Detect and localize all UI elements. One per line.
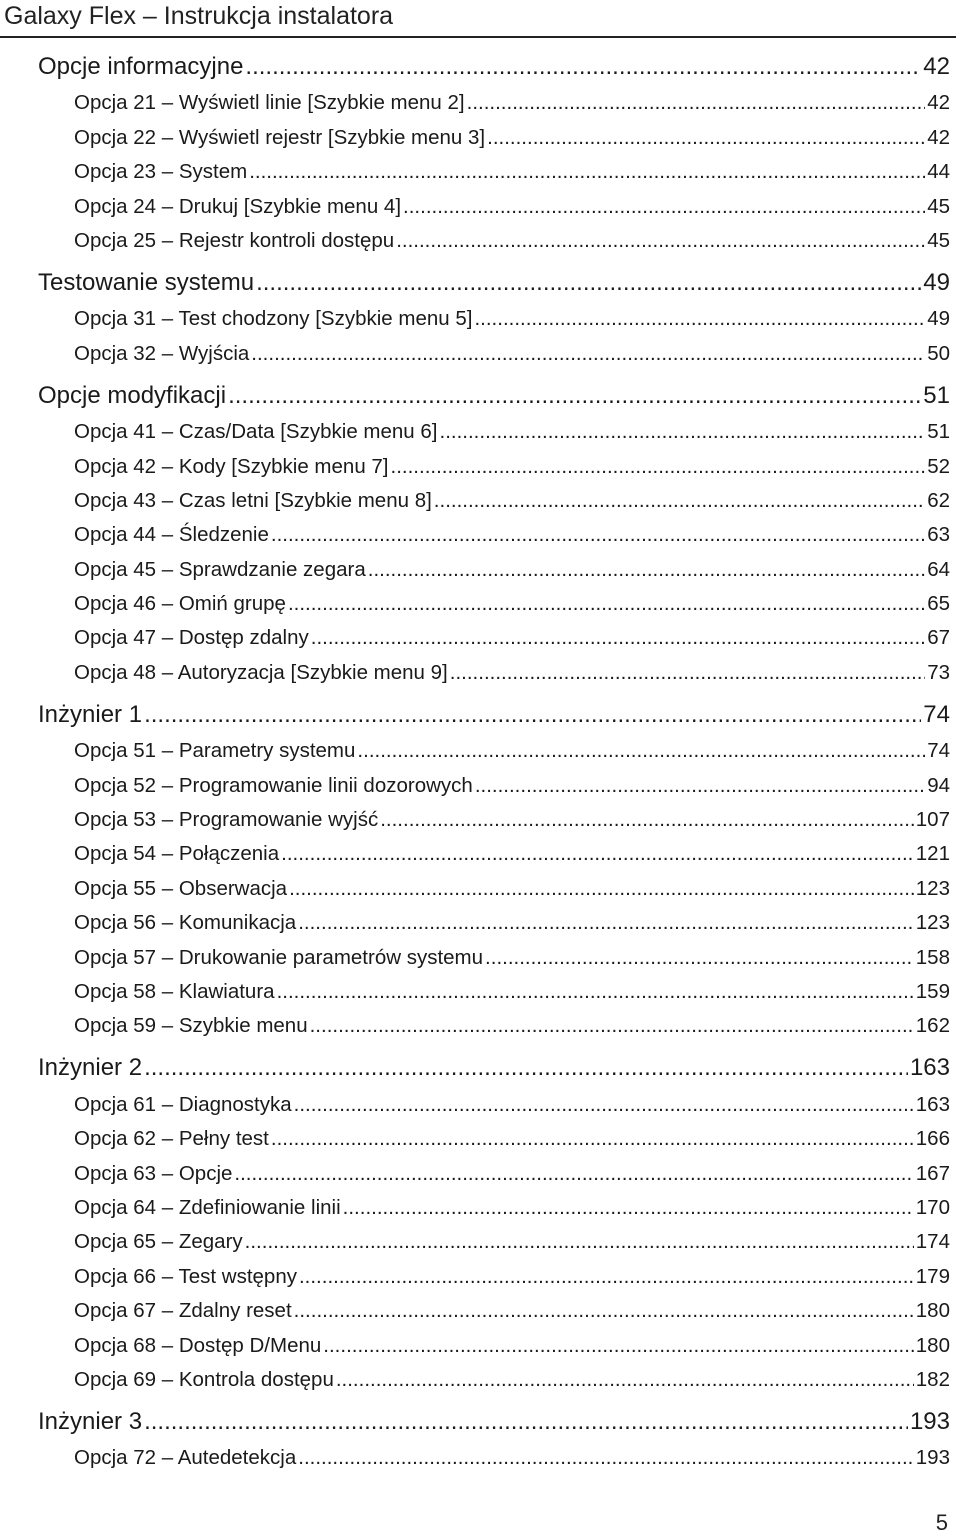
- table-of-contents: [0, 48, 960, 1473]
- dot-leader: [403, 195, 925, 219]
- toc-entry-page: 62: [927, 488, 950, 512]
- toc-entry-page: 50: [927, 341, 950, 365]
- toc-section[interactable]: [0, 48, 960, 84]
- toc-entry-page: 42: [927, 125, 950, 149]
- toc-entry[interactable]: [0, 1257, 960, 1291]
- toc-entry-title: Opcja 43 – Czas letni [Szybkie menu 8]: [74, 488, 432, 512]
- dot-leader: [336, 1368, 914, 1392]
- toc-entry[interactable]: [0, 801, 960, 835]
- dot-leader: [271, 523, 925, 547]
- toc-entry[interactable]: [0, 1223, 960, 1257]
- toc-entry-title: Opcja 52 – Programowanie linii dozorowych: [74, 773, 473, 797]
- toc-entry-title: Opcja 44 – Śledzenie: [74, 523, 269, 547]
- dot-leader: [391, 455, 926, 479]
- toc-entry-title: Opcja 72 – Autedetekcja: [74, 1446, 297, 1470]
- toc-entry[interactable]: [0, 1085, 960, 1119]
- toc-entry-title: Opcja 67 – Zdalny reset: [74, 1299, 292, 1323]
- toc-entry-page: 180: [915, 1299, 950, 1323]
- toc-entry[interactable]: [0, 516, 960, 550]
- toc-section[interactable]: [0, 264, 960, 300]
- toc-entry-title: Opcja 25 – Rejestr kontroli dostępu: [74, 228, 395, 252]
- toc-entry-page: 45: [927, 194, 950, 218]
- toc-entry-page: 174: [915, 1230, 950, 1254]
- dot-leader: [450, 661, 925, 685]
- toc-entry[interactable]: [0, 153, 960, 187]
- toc-entry-title: Opcja 65 – Zegary: [74, 1230, 243, 1254]
- dot-leader: [396, 229, 925, 253]
- dot-leader: [343, 1196, 914, 1220]
- toc-entry-page: 45: [927, 228, 950, 252]
- dot-leader: [144, 1054, 908, 1082]
- toc-entry-title: Opcja 56 – Komunikacja: [74, 911, 297, 935]
- toc-section-title: Testowanie systemu: [38, 268, 255, 296]
- toc-entry-title: Opcja 47 – Dostęp zdalny: [74, 626, 309, 650]
- toc-entry[interactable]: [0, 447, 960, 481]
- toc-entry[interactable]: [0, 1439, 960, 1473]
- toc-entry-page: 49: [927, 307, 950, 331]
- toc-section-page: 193: [909, 1407, 950, 1435]
- dot-leader: [467, 91, 926, 115]
- dot-leader: [434, 489, 925, 513]
- toc-entry-page: 162: [915, 1014, 950, 1038]
- toc-entry-title: Opcja 63 – Opcje: [74, 1161, 233, 1185]
- toc-section[interactable]: [0, 377, 960, 413]
- toc-entry-page: 52: [927, 454, 950, 478]
- toc-entry-page: 65: [927, 592, 950, 616]
- toc-section-page: 49: [923, 268, 950, 296]
- toc-entry-title: Opcja 53 – Programowanie wyjść: [74, 808, 379, 832]
- toc-entry-page: 63: [927, 523, 950, 547]
- dot-leader: [271, 1127, 914, 1151]
- toc-entry-page: 51: [927, 420, 950, 444]
- dot-leader: [256, 269, 921, 297]
- toc-entry-title: Opcja 48 – Autoryzacja [Szybkie menu 9]: [74, 660, 448, 684]
- toc-entry-page: 107: [915, 808, 950, 832]
- toc-entry[interactable]: [0, 653, 960, 687]
- page-number: 5: [935, 1510, 948, 1535]
- toc-entry-title: Opcja 64 – Zdefiniowanie linii: [74, 1195, 341, 1219]
- toc-entry-page: 123: [915, 876, 950, 900]
- toc-entry-page: 180: [915, 1333, 950, 1357]
- toc-section-page: 163: [909, 1054, 950, 1082]
- toc-entry[interactable]: [0, 1292, 960, 1326]
- dot-leader: [251, 342, 925, 366]
- toc-entry[interactable]: [0, 84, 960, 118]
- toc-entry-page: 159: [915, 979, 950, 1003]
- dot-leader: [144, 701, 921, 729]
- toc-entry-page: 163: [915, 1092, 950, 1116]
- toc-entry[interactable]: [0, 938, 960, 972]
- toc-section-page: 42: [923, 53, 950, 80]
- toc-entry-title: Opcja 68 – Dostęp D/Menu: [74, 1333, 322, 1357]
- toc-section[interactable]: [0, 696, 960, 732]
- toc-entry-title: Opcja 57 – Drukowanie parametrów systemu: [74, 945, 484, 969]
- toc-entry[interactable]: [0, 482, 960, 516]
- toc-section[interactable]: [0, 1403, 960, 1439]
- dot-leader: [323, 1334, 914, 1358]
- toc-section[interactable]: [0, 1049, 960, 1085]
- dot-leader: [245, 1230, 914, 1254]
- toc-section-title: Inżynier 1: [38, 700, 143, 728]
- toc-entry[interactable]: [0, 732, 960, 766]
- toc-entry-page: 121: [915, 842, 950, 866]
- toc-entry-title: Opcja 59 – Szybkie menu: [74, 1014, 308, 1038]
- toc-entry-title: Opcja 46 – Omiń grupę: [74, 592, 286, 616]
- dot-leader: [234, 1162, 913, 1186]
- toc-entry-title: Opcja 32 – Wyjścia: [74, 341, 250, 365]
- toc-entry-title: Opcja 66 – Test wstępny: [74, 1264, 297, 1288]
- toc-entry-page: 42: [927, 91, 950, 115]
- dot-leader: [357, 739, 925, 763]
- toc-section-title: Opcje modyfikacji: [38, 381, 227, 409]
- toc-entry[interactable]: [0, 187, 960, 221]
- toc-entry[interactable]: [0, 1326, 960, 1360]
- dot-leader: [474, 307, 925, 331]
- toc-entry-title: Opcja 42 – Kody [Szybkie menu 7]: [74, 454, 389, 478]
- dot-leader: [310, 1014, 914, 1038]
- dot-leader: [298, 1446, 914, 1470]
- dot-leader: [144, 1408, 908, 1436]
- toc-entry-page: 193: [915, 1446, 950, 1470]
- page-header: [0, 0, 956, 38]
- dot-leader: [485, 946, 914, 970]
- dot-leader: [289, 877, 914, 901]
- toc-entry-page: 74: [927, 739, 950, 763]
- toc-entry-title: Opcja 24 – Drukuj [Szybkie menu 4]: [74, 194, 402, 218]
- toc-entry[interactable]: [0, 300, 960, 334]
- toc-entry-page: 64: [927, 557, 950, 581]
- toc-entry[interactable]: [0, 1120, 960, 1154]
- toc-section-page: 51: [923, 381, 950, 409]
- toc-entry-page: 166: [915, 1127, 950, 1151]
- toc-entry-title: Opcja 69 – Kontrola dostępu: [74, 1367, 334, 1391]
- toc-entry[interactable]: [0, 550, 960, 584]
- dot-leader: [228, 382, 921, 410]
- toc-entry[interactable]: [0, 118, 960, 152]
- toc-entry-page: 123: [915, 911, 950, 935]
- toc-entry-page: 167: [915, 1161, 950, 1185]
- toc-section-title: Opcje informacyjne: [38, 53, 244, 80]
- dot-leader: [294, 1093, 914, 1117]
- toc-entry-title: Opcja 21 – Wyświetl linie [Szybkie menu 2]: [74, 91, 465, 115]
- toc-entry[interactable]: [0, 973, 960, 1007]
- dot-leader: [368, 558, 925, 582]
- toc-section-title: Inżynier 2: [38, 1054, 143, 1082]
- toc-entry-page: 182: [915, 1367, 950, 1391]
- toc-entry-title: Opcja 55 – Obserwacja: [74, 876, 288, 900]
- dot-leader: [288, 592, 925, 616]
- toc-entry[interactable]: [0, 869, 960, 903]
- toc-section-title: Inżynier 3: [38, 1407, 143, 1435]
- toc-entry-title: Opcja 54 – Połączenia: [74, 842, 280, 866]
- dot-leader: [487, 126, 925, 150]
- dot-leader: [440, 420, 926, 444]
- toc-entry[interactable]: [0, 835, 960, 869]
- dot-leader: [249, 160, 925, 184]
- toc-entry-page: 170: [915, 1195, 950, 1219]
- dot-leader: [245, 53, 921, 81]
- toc-entry-page: 179: [915, 1264, 950, 1288]
- toc-entry[interactable]: [0, 1189, 960, 1223]
- toc-entry-title: Opcja 23 – System: [74, 160, 248, 184]
- toc-entry[interactable]: [0, 413, 960, 447]
- toc-entry-title: Opcja 61 – Diagnostyka: [74, 1092, 292, 1116]
- toc-entry[interactable]: [0, 585, 960, 619]
- toc-entry-title: Opcja 22 – Wyświetl rejestr [Szybkie menu 3]: [74, 125, 486, 149]
- dot-leader: [277, 980, 914, 1004]
- toc-entry-title: Opcja 51 – Parametry systemu: [74, 739, 356, 763]
- dot-leader: [311, 626, 925, 650]
- toc-entry[interactable]: [0, 904, 960, 938]
- toc-entry-title: Opcja 31 – Test chodzony [Szybkie menu 5]: [74, 307, 473, 331]
- dot-leader: [281, 842, 914, 866]
- toc-entry-page: 44: [927, 160, 950, 184]
- toc-entry[interactable]: [0, 1007, 960, 1041]
- toc-entry[interactable]: [0, 1154, 960, 1188]
- toc-entry-title: Opcja 58 – Klawiatura: [74, 979, 275, 1003]
- dot-leader: [294, 1299, 914, 1323]
- dot-leader: [475, 774, 925, 798]
- toc-entry-page: 158: [915, 945, 950, 969]
- dot-leader: [380, 808, 914, 832]
- toc-entry-page: 73: [927, 660, 950, 684]
- toc-entry-title: Opcja 62 – Pełny test: [74, 1127, 269, 1151]
- toc-section-page: 74: [923, 700, 950, 728]
- toc-entry-title: Opcja 41 – Czas/Data [Szybkie menu 6]: [74, 420, 438, 444]
- dot-leader: [299, 1265, 914, 1289]
- toc-entry[interactable]: [0, 619, 960, 653]
- toc-entry[interactable]: [0, 222, 960, 256]
- dot-leader: [298, 911, 914, 935]
- toc-entry-page: 67: [927, 626, 950, 650]
- toc-entry-page: 94: [927, 773, 950, 797]
- document-title: Galaxy Flex – Instrukcja instalatora: [4, 2, 394, 30]
- toc-entry[interactable]: [0, 766, 960, 800]
- toc-entry-title: Opcja 45 – Sprawdzanie zegara: [74, 557, 366, 581]
- toc-entry[interactable]: [0, 1361, 960, 1395]
- toc-entry[interactable]: [0, 334, 960, 368]
